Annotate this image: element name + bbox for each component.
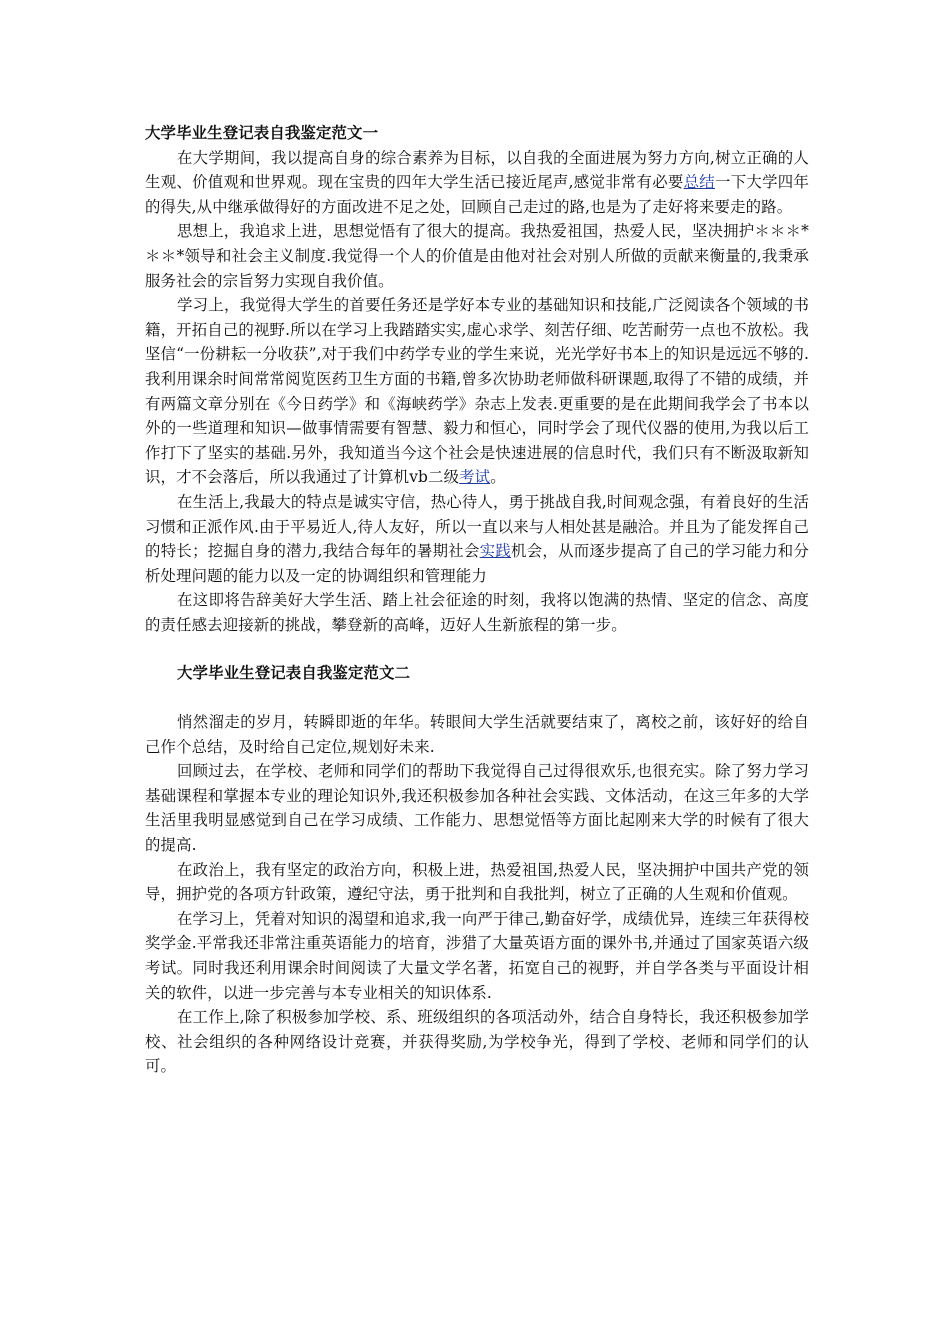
section1-p1-text-b: 一下大学四年的得失,从中继承做得好的方面改进不足之处，回顾自己走过的路,也是为了走好将来要走的路。 <box>145 173 809 216</box>
section1-p3-text-b: 。 <box>490 468 506 487</box>
link-practice[interactable]: 实践 <box>479 542 512 561</box>
section2-paragraph-5: 在工作上,除了积极参加学校、系、班级组织的各项活动外，结合自身特长，我还积极参加学校、社会组织的各种网络设计竞赛，并获得奖励,为学校争光，得到了学校、老师和同学们的认可。 <box>145 1008 809 1076</box>
section1-paragraph-2: 思想上，我追求上进，思想觉悟有了很大的提高。我热爱祖国，热爱人民，坚决拥护＊＊＊*＊＊*领导和社会主义制度.我觉得一个人的价值是由他对社会对别人所做的贡献来衡量的,我秉承服务社会的宗旨努力实现自我价值。 <box>145 222 809 290</box>
section2-spacer <box>145 686 809 710</box>
link-exam[interactable]: 考试 <box>459 468 491 487</box>
section1-paragraph-5: 在这即将告辞美好大学生活、踏上社会征途的时刻，我将以饱满的热情、坚定的信念、高度的责任感去迎接新的挑战，攀登新的高峰，迈好人生新旅程的第一步。 <box>145 591 809 634</box>
document-page <box>145 121 809 1079</box>
section2-paragraph-2: 回顾过去，在学校、老师和同学们的帮助下我觉得自己过得很欢乐,也很充实。除了努力学习基础课程和掌握本专业的理论知识外,我还积极参加各种社会实践、文体活动，在这三年多的大学生活里我明显感觉到自己在学习成绩、工作能力、思想觉悟等方面比起刚来大学的时候有了很大的提高. <box>145 762 809 855</box>
section1-paragraph-4 <box>145 490 809 588</box>
section2-paragraph-3: 在政治上，我有坚定的政治方向，积极上进，热爱祖国,热爱人民，坚决拥护中国共产党的领导，拥护党的各项方针政策，遵纪守法，勇于批判和自我批判，树立了正确的人生观和价值观。 <box>145 860 809 904</box>
section2-title: 大学毕业生登记表自我鉴定范文二 <box>177 664 411 683</box>
section2-paragraph-4: 在学习上，凭着对知识的渴望和追求,我一向严于律己,勤奋好学，成绩优异，连续三年获得校奖学金.平常我还非常注重英语能力的培育，涉猎了大量英语方面的课外书,并通过了国家英语六级考试。同时我还利用课余时间阅读了大量文学名著，拓宽自己的视野，并自学各类与平面设计相关的软件，以进一步完善与本专业相关的知识体系. <box>145 909 809 1002</box>
section2-paragraph-1: 悄然溜走的岁月，转瞬即逝的年华。转眼间大学生活就要结束了，离校之前，该好好的给自己作个总结，及时给自己定位,规划好未来. <box>145 713 809 756</box>
section1-p4-text-a: 在生活上,我最大的特点是诚实守信，热心待人，勇于挑战自我,时间观念强，有着良好的生活习惯和正派作风.由于平易近人,待人友好，所以一直以来与人相处甚是融洽。并且为了能发挥自己的特长；挖掘自身的潜力,我结合每年的暑期社会 <box>145 492 809 561</box>
link-summary[interactable]: 总结 <box>683 173 715 192</box>
section1-paragraph-1 <box>145 146 809 220</box>
section1-p4-text-b: 机会，从而逐步提高了自己的学习能力和分析处理问题的能力以及一定的协调组织和管理能力 <box>145 542 809 585</box>
section1-p1-text-a: 在大学期间，我以提高自身的综合素养为目标，以自我的全面进展为努力方向,树立正确的人生观、价值观和世界观。现在宝贵的四年大学生活已接近尾声,感觉非常有必要 <box>145 148 809 192</box>
section1-title: 大学毕业生登记表自我鉴定范文一 <box>145 124 379 142</box>
section1-paragraph-3 <box>145 293 809 490</box>
section1-p3-text-a: 学习上，我觉得大学生的首要任务还是学好本专业的基础知识和技能,广泛阅读各个领域的书籍，开拓自己的视野.所以在学习上我踏踏实实,虚心求学、刻苦仔细、吃苦耐劳一点也不放松。我坚信“一份耕耘一分收获”,对于我们中药学专业的学生来说，光光学好书本上的知识是远远不够的.我利用课余时间常常阅览医药卫生方面的书籍,曾多次协助老师做科研课题,取得了不错的成绩，并有两篇文章分别在《今日药学》和《海峡药学》杂志上发表.更重要的是在此期间我学会了书本以外的一些道理和知识—做事情需要有智慧、毅力和恒心，同时学会了现代仪器的使用,为我以后工作打下了坚实的基础.另外，我知道当今这个社会是快速进展的信息时代，我们只有不断汲取新知识，才不会落后，所以我通过了计算机vb二级 <box>145 296 809 487</box>
